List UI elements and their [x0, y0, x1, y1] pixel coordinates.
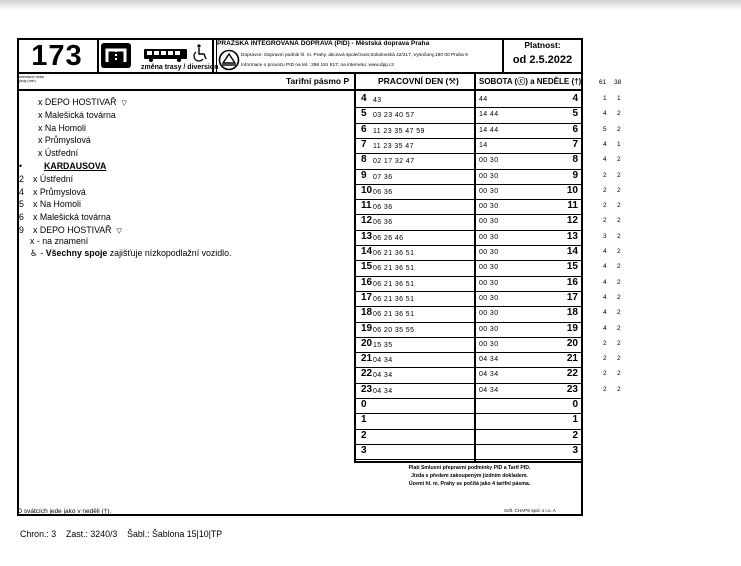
count-weekday: 4 — [603, 293, 607, 301]
hour-right: 4 — [572, 93, 578, 104]
row-divider — [356, 383, 583, 384]
weekday-minutes: 11 23 35 47 59 — [373, 127, 425, 135]
row-divider — [356, 169, 583, 170]
count-weekday: 4 — [603, 110, 607, 118]
weekday-minutes: 04 34 — [373, 387, 393, 395]
hour-right: 12 — [566, 215, 578, 227]
route-number: 173 — [31, 40, 83, 72]
count-weekend: 1 — [617, 140, 621, 148]
conditions — [356, 464, 583, 488]
hour-left: 6 — [361, 123, 367, 135]
stop-zone-time: 9 — [19, 225, 24, 235]
hour-right: 1 — [572, 414, 578, 426]
weekend-minutes: 04 34 — [479, 386, 499, 394]
row-divider — [356, 153, 583, 154]
stops-divider — [354, 72, 356, 462]
hour-left: 10 — [361, 184, 373, 196]
count-weekday: 4 — [603, 140, 607, 148]
hour-right: 18 — [566, 307, 578, 319]
diversion-label: změna trasy / diversion — [141, 64, 219, 71]
row-divider — [356, 199, 583, 200]
count-weekday: 2 — [603, 385, 607, 393]
stop-row — [24, 109, 116, 121]
weekday-minutes: 06 36 — [373, 204, 393, 212]
weekday-minutes: 06 21 36 51 — [373, 250, 415, 257]
hour-left: 2 — [361, 429, 367, 441]
row-divider — [356, 306, 583, 307]
depot-mark-icon: ▽ — [121, 100, 127, 107]
stop-zone-time: 4 — [19, 186, 24, 197]
accessibility-note — [30, 248, 231, 259]
conditions-line-1: Platí Smluvní přepravní podmínky PID a Tarif PID. — [408, 465, 531, 471]
hour-left: 16 — [361, 276, 373, 288]
validity-date: od 2.5.2022 — [512, 54, 573, 66]
holiday-note: O svátcích jede jako v neděli (†). — [17, 508, 112, 515]
weekend-minutes: 14 44 — [479, 126, 499, 134]
count-weekend: 2 — [617, 125, 621, 133]
hour-right: 7 — [572, 138, 578, 150]
hour-right: 22 — [566, 368, 578, 380]
conditions-line-3: Území hl. m. Prahy se počítá jako 4 tarifní pásma. — [408, 481, 531, 487]
count-weekday: 2 — [603, 339, 607, 347]
accessibility-text: zajišťuje nízkopodlažní vozidlo. — [109, 248, 232, 258]
stop-row — [19, 173, 73, 185]
hour-left: 1 — [361, 414, 367, 426]
stop-row — [19, 211, 111, 223]
weekend-minutes: 00 30 — [479, 279, 499, 287]
weekend-minutes: 00 30 — [479, 157, 499, 165]
weekend-minutes: 00 30 — [479, 249, 499, 256]
weekend-minutes: 00 30 — [479, 203, 499, 211]
weekday-minutes: 06 21 36 51 — [373, 311, 415, 319]
weekday-minutes: 06 36 — [373, 219, 393, 227]
hour-right: 11 — [567, 200, 578, 212]
stop-row — [24, 134, 91, 146]
hour-left: 3 — [361, 444, 367, 456]
row-divider — [356, 337, 583, 338]
count-weekday: 4 — [603, 309, 607, 317]
count-weekend: 2 — [617, 171, 621, 179]
hour-left: 21 — [361, 353, 373, 365]
stop-id: Zast.: 3240/3 — [65, 529, 118, 539]
count-header-a: 61 — [599, 79, 607, 86]
weekday-minutes: 15 35 — [373, 341, 393, 349]
row-divider — [356, 260, 583, 261]
hour-left: 8 — [361, 154, 367, 166]
count-weekday: 2 — [603, 202, 607, 210]
row-divider — [356, 444, 583, 445]
stop-name: x Na Homoli — [38, 122, 86, 133]
diversion-icon — [101, 43, 131, 68]
count-weekend: 2 — [617, 355, 621, 363]
hour-right: 13 — [566, 230, 578, 242]
weekday-minutes: 11 23 35 47 — [373, 142, 414, 150]
weekend-minutes: 14 — [479, 141, 488, 149]
wheelchair-icon — [194, 44, 206, 61]
hour-right: 8 — [572, 154, 578, 166]
hour-left: 20 — [361, 337, 373, 349]
hour-left: 13 — [361, 230, 373, 242]
chron-value: Chron.: 3 — [20, 529, 57, 539]
count-weekday: 4 — [603, 263, 607, 271]
count-weekday: 2 — [603, 186, 607, 194]
count-weekday: 3 — [603, 232, 607, 240]
hour-right: 5 — [572, 108, 578, 120]
hour-right: 19 — [566, 322, 578, 334]
weekday-minutes: 06 36 — [373, 188, 393, 196]
count-weekend: 2 — [617, 385, 621, 393]
timetable-bottom-line — [354, 461, 583, 463]
weekday-minutes: 07 36 — [373, 173, 393, 181]
hour-right: 17 — [566, 291, 578, 303]
hour-right: 6 — [572, 123, 578, 135]
weekend-minutes: 14 44 — [479, 111, 499, 119]
row-divider — [356, 413, 583, 414]
count-weekend: 2 — [617, 232, 621, 240]
on-request-note: x - na znamení — [30, 236, 89, 246]
travel-time-note: orientační doba — [19, 75, 44, 79]
stop-zone-time: 6 — [19, 212, 24, 223]
hour-left: 11 — [361, 200, 372, 212]
status-bar — [20, 529, 222, 539]
weekday-minutes: 06 26 46 — [373, 234, 404, 242]
weekday-minutes: 04 34 — [373, 357, 393, 365]
stop-name: x Průmyslová — [38, 135, 91, 146]
weekend-minutes: 04 34 — [479, 356, 499, 364]
operator-text: Dopravce: Dopravní podnik hl. m. Prahy, akciová společnost,Sokolovská 42/217, Vysočany,190 00 Praha 9 — [241, 53, 468, 58]
hour-right: 0 — [572, 399, 578, 410]
hour-left: 12 — [361, 215, 373, 227]
weekday-minutes: 06 20 35 55 — [373, 326, 415, 334]
count-weekday: 4 — [603, 156, 607, 164]
stop-name: x Průmyslová — [33, 186, 86, 197]
row-divider — [356, 245, 583, 246]
weekday-weekend-divider — [474, 72, 476, 462]
hour-right: 23 — [566, 383, 578, 395]
count-weekday: 2 — [603, 217, 607, 225]
validity-label: Platnost: — [524, 40, 561, 50]
count-weekday: 4 — [603, 324, 607, 332]
row-divider — [356, 429, 583, 430]
row-divider — [356, 276, 583, 277]
hour-right: 2 — [572, 429, 578, 441]
stop-row — [24, 147, 78, 159]
stop-name: x Ústřední — [33, 173, 74, 184]
weekend-minutes: 00 30 — [479, 310, 499, 318]
count-weekend: 1 — [617, 95, 621, 102]
weekday-minutes: 06 21 36 51 — [373, 280, 415, 288]
column-header-divider — [17, 89, 583, 91]
hour-right: 10 — [566, 184, 578, 196]
weekend-minutes: 00 30 — [479, 218, 499, 226]
count-weekday: 1 — [603, 95, 607, 102]
row-divider — [356, 138, 583, 139]
count-weekend: 2 — [617, 370, 621, 378]
weekend-minutes: 00 30 — [479, 325, 499, 333]
stop-name: x Malešická továrna — [38, 109, 116, 120]
weekend-minutes: 04 34 — [479, 371, 499, 379]
row-divider — [356, 230, 583, 231]
hour-left: 15 — [361, 261, 373, 273]
hour-left: 9 — [361, 169, 367, 181]
hour-left: 4 — [361, 93, 367, 104]
stop-row — [24, 122, 86, 134]
count-weekday: 2 — [603, 370, 607, 378]
weekday-minutes: 06 21 36 51 — [373, 265, 415, 273]
software-credit: Soft. CHAPS spol. s r.o. A — [504, 508, 556, 513]
hour-left: 17 — [361, 291, 373, 303]
weekend-minutes: 00 30 — [479, 340, 499, 348]
page-top-edge — [0, 0, 741, 10]
row-divider — [356, 398, 583, 399]
count-weekday: 2 — [603, 355, 607, 363]
stop-name: x DEPO HOSTIVAŘ — [38, 97, 117, 107]
conditions-line-2: Jízda s předem zakoupeným jízdním dokladem. — [411, 473, 528, 479]
pid-logo-icon — [218, 49, 240, 71]
hour-right: 9 — [572, 169, 578, 181]
stop-name: x Na Homoli — [33, 199, 81, 210]
bus-icon — [144, 49, 187, 62]
count-weekend: 2 — [617, 263, 621, 271]
stop-zone-time: 5 — [19, 199, 24, 210]
count-weekend: 2 — [617, 324, 621, 332]
weekday-minutes: 06 21 36 51 — [373, 295, 415, 303]
hour-left: 7 — [361, 138, 367, 150]
count-weekday: 2 — [603, 171, 607, 179]
count-weekday: 5 — [603, 125, 607, 133]
stop-zone-time: 2 — [19, 173, 24, 184]
weekend-minutes: 00 30 — [479, 187, 499, 195]
accessibility-bold: Všechny spoje — [45, 248, 108, 258]
hour-right: 14 — [566, 246, 578, 257]
hour-right: 21 — [566, 353, 578, 365]
count-weekend: 2 — [617, 156, 621, 164]
row-divider — [356, 107, 583, 108]
weekday-minutes: 43 — [373, 97, 382, 104]
header-divider — [17, 72, 583, 74]
row-divider — [356, 459, 583, 460]
row-divider — [356, 214, 583, 215]
weekend-minutes: 00 30 — [479, 172, 499, 180]
hour-left: 5 — [361, 108, 367, 120]
row-divider — [356, 367, 583, 368]
hour-left: 0 — [361, 399, 367, 410]
stop-row — [19, 160, 106, 172]
zone-header: Tarifní pásmo P — [286, 76, 350, 86]
hour-right: 16 — [566, 276, 578, 288]
hour-left: 19 — [361, 322, 373, 334]
header-sep — [216, 38, 217, 72]
hour-right: 15 — [566, 261, 578, 273]
count-weekend: 2 — [617, 293, 621, 301]
count-weekend: 2 — [617, 339, 621, 347]
weekend-minutes: 00 30 — [479, 264, 499, 272]
weekday-minutes: 04 34 — [373, 372, 393, 380]
count-weekend: 2 — [617, 110, 621, 118]
count-weekend: 2 — [617, 217, 621, 225]
travel-time-note-2: jízdy (min) — [19, 79, 36, 83]
depot-mark-icon: ▽ — [116, 228, 122, 235]
hour-left: 22 — [361, 368, 373, 380]
count-weekday: 4 — [603, 278, 607, 286]
weekend-header: SOBOTA (ⓒ) a NEDĚLE (†) — [479, 77, 582, 86]
count-weekday: 4 — [603, 248, 607, 255]
stop-name: x Ústřední — [38, 148, 79, 159]
count-header-b: 38 — [614, 79, 622, 86]
hour-left: 14 — [361, 246, 373, 257]
count-weekend: 2 — [617, 186, 621, 194]
weekday-header: PRACOVNÍ DEN (⚒) — [378, 76, 459, 86]
weekday-minutes: 03 23 40 57 — [373, 112, 415, 120]
row-divider — [356, 184, 583, 185]
count-weekend: 2 — [617, 202, 621, 210]
count-weekend: 2 — [617, 278, 621, 286]
template-name: Šabl.: Šablona 15|10|TP — [127, 529, 223, 539]
count-weekend: 2 — [617, 309, 621, 317]
stop-zone-time: • — [19, 161, 23, 171]
row-divider — [356, 322, 583, 323]
stop-row — [19, 186, 86, 198]
wheelchair-mark: ♿ - — [30, 248, 44, 258]
stop-name: x DEPO HOSTIVAŘ — [33, 225, 112, 235]
hour-left: 23 — [361, 383, 373, 395]
weekend-minutes: 00 30 — [479, 233, 499, 241]
hour-right: 20 — [566, 337, 578, 349]
weekend-minutes: 44 — [479, 96, 488, 103]
stop-name: KARDAUSOVA — [44, 161, 107, 171]
count-weekend: 2 — [617, 248, 621, 255]
weekday-minutes: 02 17 32 47 — [373, 158, 415, 166]
info-text: Informace o provozu PID na tel.: 296 191 817; na internetu: www.dpp.cz — [241, 63, 395, 68]
hour-right: 3 — [572, 444, 578, 456]
row-divider — [356, 352, 583, 353]
pid-title: PRAŽSKÁ INTEGROVANÁ DOPRAVA (PID) - Městská doprava Praha — [217, 40, 430, 47]
hour-left: 18 — [361, 307, 373, 319]
row-divider — [356, 291, 583, 292]
row-divider — [356, 123, 583, 124]
stop-name: x Malešická továrna — [33, 212, 111, 223]
weekend-minutes: 00 30 — [479, 294, 499, 302]
stop-row — [19, 198, 81, 210]
